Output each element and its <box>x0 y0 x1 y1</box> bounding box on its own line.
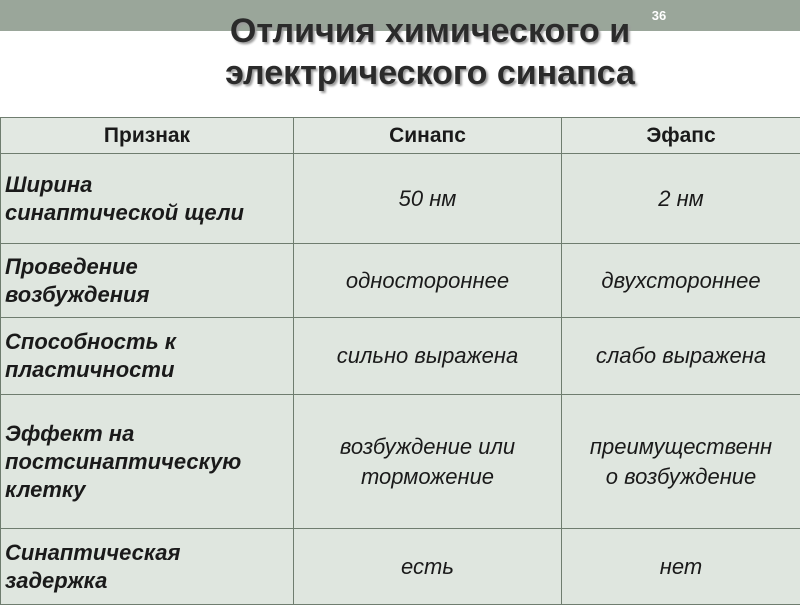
feature-text: синаптической щели <box>5 199 293 227</box>
feature-cell <box>1 395 294 529</box>
synapse-value: одностороннее <box>294 244 562 318</box>
synapse-value-line: торможение <box>294 462 561 492</box>
synapse-value: сильно выражена <box>294 318 562 395</box>
ephapse-value-line: о возбуждение <box>562 462 800 492</box>
feature-cell <box>1 318 294 395</box>
feature-cell <box>1 244 294 318</box>
ephapse-value: 2 нм <box>562 154 800 244</box>
feature-cell <box>1 529 294 605</box>
feature-text: Синаптическая <box>5 539 293 567</box>
table-header-row <box>1 118 800 154</box>
synapse-value: есть <box>294 529 562 605</box>
header-feature: Признак <box>1 118 294 154</box>
ephapse-value-line: преимущественн <box>562 432 800 462</box>
synapse-value-line: возбуждение или <box>294 432 561 462</box>
table-row <box>1 154 800 244</box>
feature-text: клетку <box>5 476 293 504</box>
feature-text: пластичности <box>5 356 293 384</box>
ephapse-value <box>562 395 800 529</box>
slide-number: 36 <box>646 8 672 23</box>
ephapse-value: двухстороннее <box>562 244 800 318</box>
ephapse-value: нет <box>562 529 800 605</box>
comparison-table <box>0 117 800 600</box>
feature-text: Проведение <box>5 253 293 281</box>
table-row <box>1 395 800 529</box>
feature-text: Способность к <box>5 328 293 356</box>
header-synapse: Синапс <box>294 118 562 154</box>
synapse-value <box>294 395 562 529</box>
feature-text: Ширина <box>5 171 293 199</box>
header-ephapse: Эфапс <box>562 118 800 154</box>
ephapse-value: слабо выражена <box>562 318 800 395</box>
feature-text: постсинаптическую <box>5 448 293 476</box>
feature-cell <box>1 154 294 244</box>
table-row <box>1 244 800 318</box>
title-line-2: электрического синапса <box>150 52 710 94</box>
table-row <box>1 529 800 605</box>
feature-text: задержка <box>5 567 293 595</box>
feature-text: возбуждения <box>5 281 293 309</box>
title-line-1: Отличия химического и <box>150 10 710 52</box>
synapse-value: 50 нм <box>294 154 562 244</box>
table-row <box>1 318 800 395</box>
slide-title <box>150 10 710 94</box>
feature-text: Эффект на <box>5 420 293 448</box>
